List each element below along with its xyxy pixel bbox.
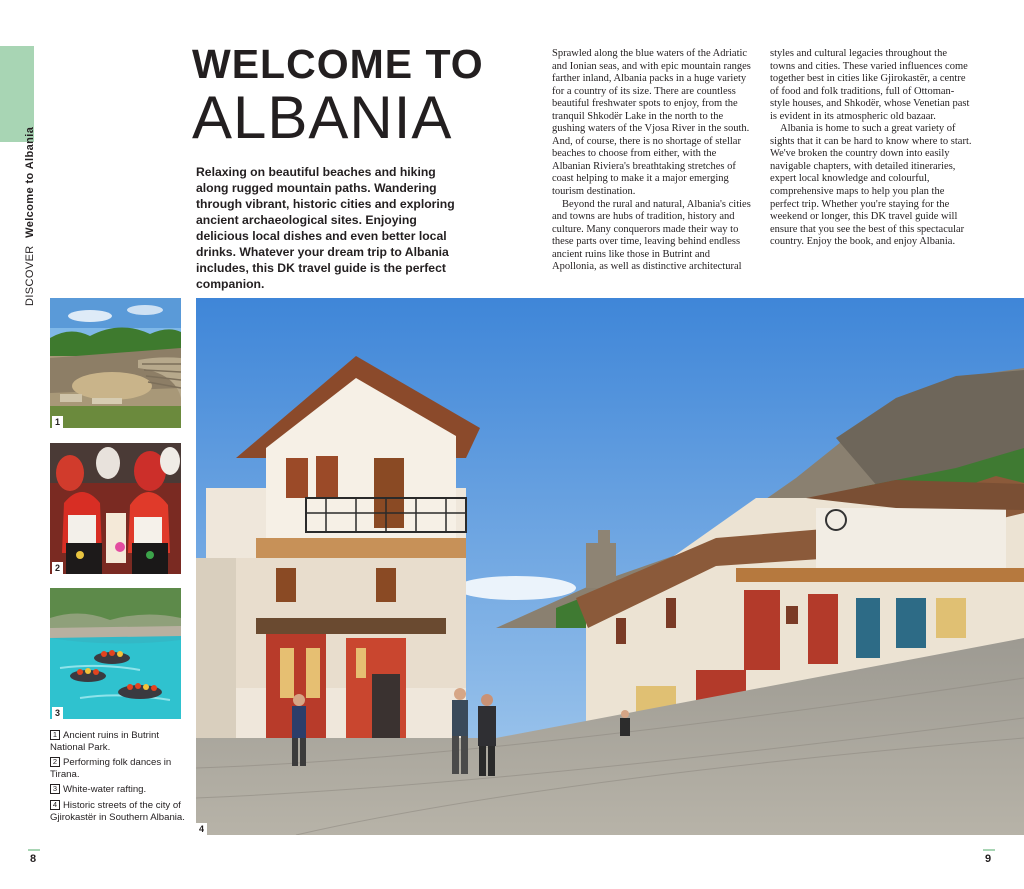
caption-1: 1 Ancient ruins in Butrint National Park. [50,730,159,753]
page-number-left: 8 [30,853,37,865]
caption-2: 2 Performing folk dances in Tirana. [50,757,172,780]
folio-accent-left [28,849,40,851]
chapter-name: Welcome to Albania [24,126,36,238]
intro-paragraph [196,164,464,292]
caption-4: 4 Historic streets of the city of Gjirokastër in Southern Albania. [50,799,185,823]
body-column-2 [770,48,972,249]
amphitheatre-photo [50,298,181,428]
body-paragraph: styles and cultural legacies throughout the towns and cities. These varied influences come together best in cities like Gjirokastër, a centre of food and folk traditions, full of Ottoman-style houses, and Shkodër, whose Venetian past is evident in its atmospheric old bazaar. [770,48,970,122]
page-title-line2: ALBANIA [192,84,453,151]
photo-captions [50,730,190,827]
section-running-head [24,127,36,306]
body-paragraph: Albania is home to such a great variety of sights that it can be hard to know where to start. We've broken the country down into easily navigable chapters, with detailed itineraries, expert local knowledge and colourful, comprehensive maps to help you plan the perfect trip. Whether you're staying for the weekend or longer, this DK travel guide will ensure that you see the best of this spectacular country. Enjoy the book, and enjoy Albania. [770,123,972,248]
body-column-1 [552,48,754,274]
photo-number: 2 [52,562,63,574]
photo-number: 1 [52,416,63,428]
section-name: DISCOVER [24,245,36,306]
photo-number: 4 [196,823,207,835]
folk-dancers-photo [50,443,181,574]
body-paragraph: Beyond the rural and natural, Albania's cities and towns are hubs of tradition, history and culture. Many conquerors made their way to these parts over time, leaving behind endless ancient ruins like those in Butrint and Apollonia, as well as distinctive architectural [552,198,751,273]
folio-accent-right [983,849,995,851]
intro-text: Relaxing on beautiful beaches and hiking along rugged mountain paths. Wandering through vibrant, historic cities and exploring ancient archaeological sites. Enjoying delicious local dishes and even better local drinks. Whatever your dream trip to Albania includes, this DK travel guide is the perfect companion. [196,165,455,291]
page-number-right: 9 [985,853,992,865]
body-paragraph: Sprawled along the blue waters of the Adriatic and Ionian seas, and with epic mountain ranges farther inland, Albania packs in a huge variety for a country of its size. There are countless beautiful freshwater spots to enjoy, from the tranquil Shkodër Lake in the north to the gushing waters of the Vjosa River in the south. And, of course, there is no shortage of stellar beaches to choose from either, with the Albanian Riviera's breathtaking stretches of coast helping to make it a major emerging tourism destination. [552,48,751,198]
photo-number: 3 [52,707,63,719]
rafting-photo [50,588,181,719]
caption-3: 3 White-water rafting. [50,784,190,796]
page-title-line1: WELCOME TO [192,41,484,87]
gjirokaster-street-photo [196,298,1024,835]
